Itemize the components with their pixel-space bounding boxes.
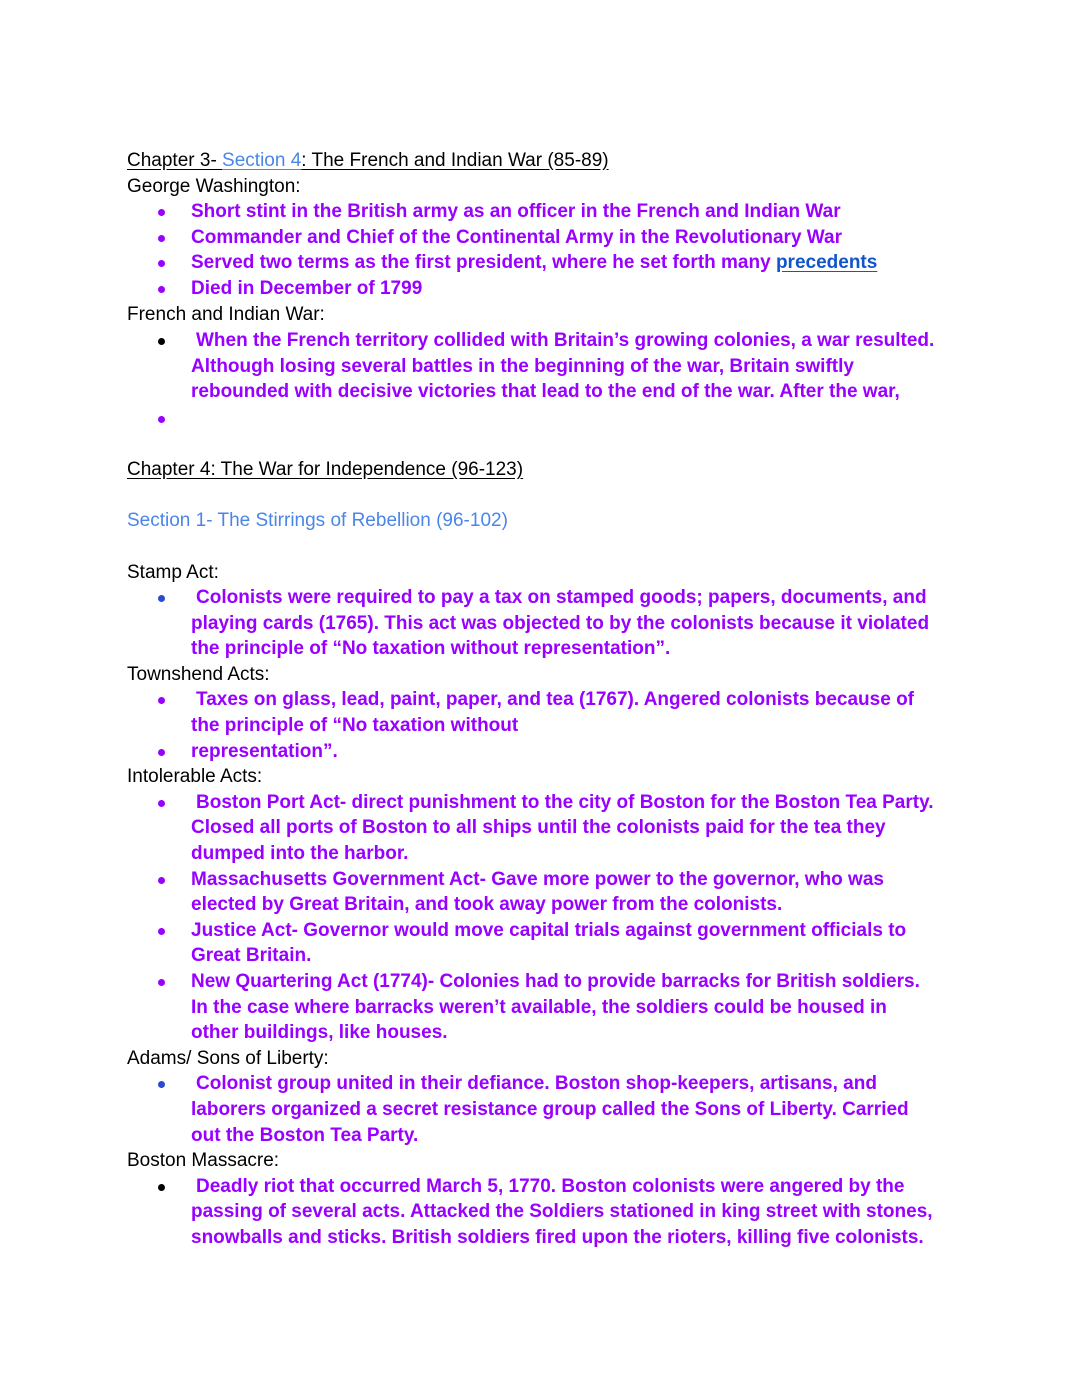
intolerable-acts-heading: Intolerable Acts:	[127, 766, 263, 788]
sons-of-liberty-heading: Adams/ Sons of Liberty:	[127, 1047, 329, 1069]
list-item: Colonist group united in their defiance. Boston shop-keepers, artisans, and laborers organized a secret resistance group called the Sons of Liberty. Carried out the Boston Tea Party.	[127, 1071, 967, 1148]
bullet-icon	[158, 749, 165, 756]
chapter-4-title: Chapter 4: The War for Independence (96-123)	[127, 459, 524, 481]
list-item: Died in December of 1799	[127, 276, 967, 302]
bullet-icon	[158, 235, 165, 242]
townshend-acts-list	[127, 687, 967, 764]
townshend-acts-heading: Townshend Acts:	[127, 663, 270, 685]
boston-massacre-list	[127, 1174, 967, 1251]
french-indian-war-heading: French and Indian War:	[127, 303, 325, 325]
list-item: Deadly riot that occurred March 5, 1770. Boston colonists were angered by the passing of several acts. Attacked the Soldiers stationed in king street with stones, snowballs and sticks. British soldiers fired upon the rioters, killing five colonists.	[127, 1174, 967, 1251]
list-item: representation”.	[127, 739, 967, 765]
list-item-empty	[127, 406, 967, 432]
bullet-icon	[158, 1081, 165, 1088]
list-item: Commander and Chief of the Continental Army in the Revolutionary War	[127, 225, 967, 251]
bullet-icon	[158, 1184, 165, 1191]
sons-of-liberty-list	[127, 1071, 967, 1148]
stamp-act-list	[127, 585, 967, 662]
chapter-3-title	[127, 148, 967, 174]
list-item: Massachusetts Government Act- Gave more power to the governor, who was elected by Great Britain, and took away power from the colonists.	[127, 867, 967, 918]
stamp-act-heading: Stamp Act:	[127, 561, 219, 583]
bullet-icon	[158, 286, 165, 293]
list-item: When the French territory collided with Britain’s growing colonies, a war resulted. Although losing several battles in the beginning of the war, Britain swiftly rebounded with decisive victories that lead to the end of the war. After the war,	[127, 328, 967, 405]
list-item: Boston Port Act- direct punishment to the city of Boston for the Boston Tea Party. Closed all ports of Boston to all ships until the colonists paid for the tea they dumped into the harbor.	[127, 790, 967, 867]
bullet-icon	[158, 338, 165, 345]
french-indian-war-list	[127, 328, 967, 431]
boston-massacre-heading: Boston Massacre:	[127, 1150, 280, 1172]
list-item: Justice Act- Governor would move capital trials against government officials to Great Britain.	[127, 918, 967, 969]
bullet-icon	[158, 260, 165, 267]
list-item: Colonists were required to pay a tax on stamped goods; papers, documents, and playing cards (1765). This act was objected to by the colonists because it violated the principle of “No taxation without representation”.	[127, 585, 967, 662]
list-item: Served two terms as the first president, where he set forth many precedents	[127, 250, 967, 276]
list-item: Short stint in the British army as an officer in the French and Indian War	[127, 199, 967, 225]
bullet-icon	[158, 416, 165, 423]
notes-page	[127, 148, 967, 1251]
chapter-3-suffix: : The French and Indian War (85-89)	[301, 150, 609, 171]
bullet-icon	[158, 697, 165, 704]
george-washington-list	[127, 199, 967, 301]
bullet-icon	[158, 877, 165, 884]
bullet-icon	[158, 928, 165, 935]
intolerable-acts-list	[127, 790, 967, 1046]
chapter-3-prefix: Chapter 3-	[127, 150, 223, 171]
list-item: Taxes on glass, lead, paint, paper, and tea (1767). Angered colonists because of the principle of “No taxation without	[127, 687, 967, 738]
bullet-icon	[158, 595, 165, 602]
precedents-link[interactable]: precedents	[775, 252, 878, 274]
bullet-icon	[158, 209, 165, 216]
bullet-icon	[158, 979, 165, 986]
george-washington-heading: George Washington:	[127, 175, 301, 197]
section-1-heading: Section 1- The Stirrings of Rebellion (96-102)	[127, 510, 508, 532]
section-4-link[interactable]: Section 4	[222, 150, 302, 171]
list-item: New Quartering Act (1774)- Colonies had to provide barracks for British soldiers. In the case where barracks weren’t available, the soldiers could be housed in other buildings, like houses.	[127, 969, 967, 1046]
bullet-icon	[158, 800, 165, 807]
